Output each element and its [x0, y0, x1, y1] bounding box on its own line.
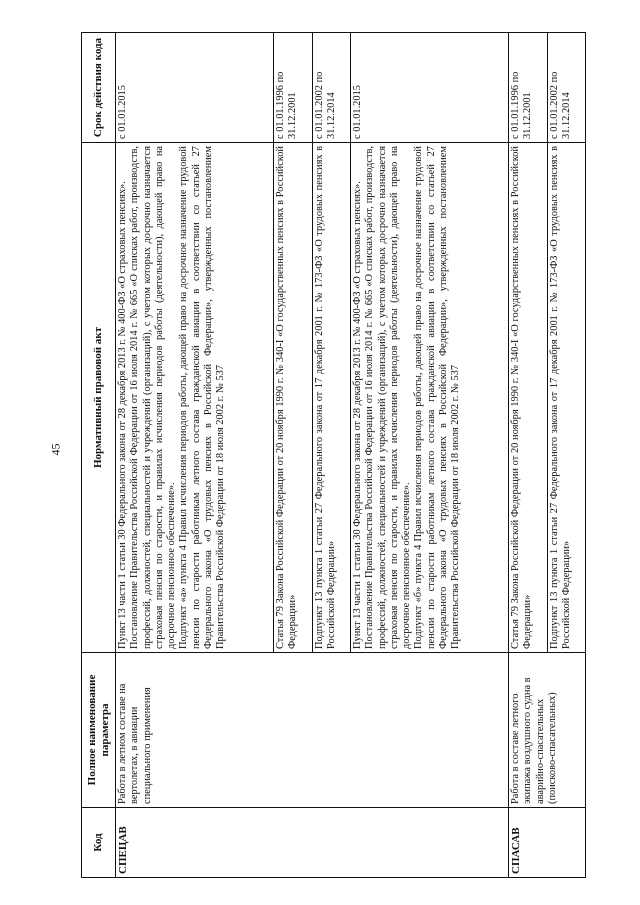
act-cell [547, 143, 585, 653]
act-cell [116, 143, 274, 653]
act-paragraph: Подпункт «б» пункта 4 Правил исчисления периодов работы, дающей право на досрочное назначение трудовой пенсии по старости работникам летного состава гражданской авиации в соответствии со статьей 27 Федерального закона «О трудовых пенсиях в Российской Федерации», утвержденных постановлением Правительства Российской Федерации от 18 июля 2002 г. № 537 [413, 146, 462, 649]
codes-table [81, 32, 586, 878]
act-paragraph: Постановление Правительства Российской Федерации от 16 июля 2014 г. № 665 «О списках работ, производств, профессий, должностей, специальностей и учреждений (организаций), с учетом которых досрочно назначается страховая пенсия по старости, и правилах исчисления периодов работы (деятельности), дающей право на досрочное пенсионное обеспечение». [364, 146, 413, 649]
act-cell [312, 143, 350, 653]
header-name: Полное наименование параметра [82, 653, 116, 808]
term-cell: с 01.01.1996 по 31.12.2001 [509, 33, 547, 143]
act-paragraph: Подпункт 13 пункта 1 статьи 27 Федерального закона от 17 декабря 2001 г. № 173-ФЗ «О трудовых пенсиях в Российской Федерации» [548, 146, 572, 649]
term-cell: с 01.01.2015 [350, 33, 508, 143]
header-act: Нормативный правовой акт [82, 143, 116, 653]
act-paragraph: Пункт 13 части 1 статьи 30 Федерального закона от 28 декабря 2013 г. № 400-ФЗ «О страховых пенсиях». [117, 181, 128, 649]
act-paragraph: Пункт 13 части 1 статьи 30 Федерального закона от 28 декабря 2013 г. № 400-ФЗ «О страховых пенсиях». [351, 181, 363, 649]
act-paragraph: Подпункт 13 пункта 1 статьи 27 Федерального закона от 17 декабря 2001 г. № 173-ФЗ «О трудовых пенсиях в Российской Федерации» [313, 146, 337, 649]
term-cell: с 01.01.2002 по 31.12.2014 [312, 33, 350, 143]
act-cell [274, 143, 312, 653]
header-term: Срок действия кода [82, 33, 116, 143]
param-name-cell: Работа в летном составе на вертолетах, в авиации специального применения [116, 653, 509, 808]
term-cell: с 01.01.2015 [116, 33, 274, 143]
table-row [509, 33, 547, 878]
term-cell: с 01.01.1996 по 31.12.2001 [274, 33, 312, 143]
table-header-row [82, 33, 116, 878]
page-number: 45 [48, 443, 63, 456]
act-cell [509, 143, 547, 653]
param-name-cell: Работа в составе летного экипажа воздушного судна в аварийно-спасательных (поисково-спасательных) [509, 653, 586, 808]
code-cell: СПАСАВ [509, 808, 586, 878]
act-paragraph: Статья 79 Закона Российской Федерации от 20 ноября 1990 г. № 340-I «О государственных пенсиях в Российской Федерации» [275, 146, 299, 649]
act-paragraph: Подпункт «а» пункта 4 Правил исчисления периодов работы, дающей право на досрочное назначение трудовой пенсии по старости работникам летного состава гражданской авиации в соответствии со статьей 27 Федерального закона «О трудовых пенсиях в Российской Федерации», утвержденных постановлением Правительства Российской Федерации от 18 июля 2002 г. № 537 [178, 146, 227, 649]
header-code: Код [82, 808, 116, 878]
table-row [116, 33, 274, 878]
act-paragraph: Постановление Правительства Российской Федерации от 16 июля 2014 г. № 665 «О списках работ, производств, профессий, должностей, специальностей и учреждений (организаций), с учетом которых досрочно назначается страховая пенсия по старости, и правилах исчисления периодов работы (деятельности), дающей право на досрочное пенсионное обеспечение». [129, 146, 178, 649]
rotated-page [81, 33, 586, 878]
term-cell: с 01.01.2002 по 31.12.2014 [547, 33, 585, 143]
act-cell [350, 143, 508, 653]
act-paragraph: Статья 79 Закона Российской Федерации от 20 ноября 1990 г. № 340-I «О государственных пенсиях в Российской Федерации» [510, 146, 534, 649]
code-cell: СПЕЦАВ [116, 808, 509, 878]
